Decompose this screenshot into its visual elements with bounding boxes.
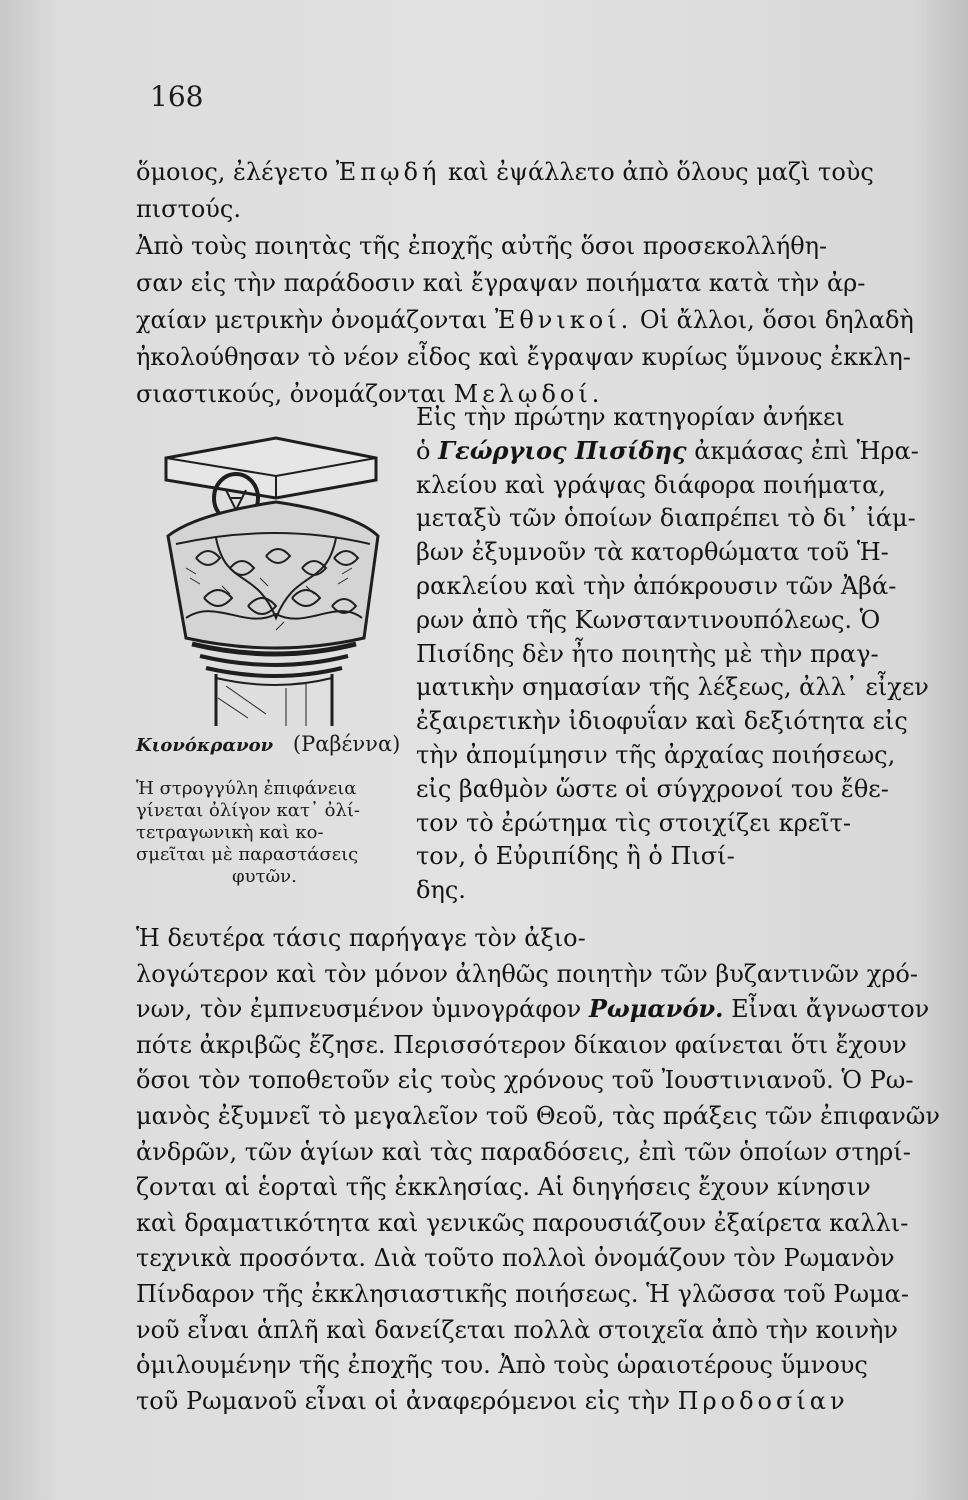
column-capital-illustration	[156, 418, 386, 726]
text-run: Γεώργιος Πισίδης	[438, 435, 687, 465]
text-run: καὶ δραματικότητα καὶ γενικῶς παρουσιάζουν ἐξαίρετα καλλι-	[136, 1208, 909, 1237]
text-line	[136, 234, 827, 258]
text-run: ὅσοι τὸν τοποθετοῦν εἰς τοὺς χρόνους τοῦ Ἰουστινιανοῦ. Ὁ Ρω-	[136, 1066, 914, 1095]
text-run: κλείου καὶ γράψας διάφορα ποιήματα,	[416, 470, 886, 499]
text-run: ἀκμάσας ἐπὶ Ἡρα-	[686, 436, 919, 465]
text-line	[136, 1208, 909, 1237]
text-line	[416, 774, 889, 803]
text-run: Ρωμανόν.	[588, 994, 724, 1024]
text-run: ματικὴν σημασίαν τῆς λέξεως, ἀλλ᾽ εἶχεν	[416, 673, 929, 702]
caption-title: Κιονόκρανον	[136, 735, 274, 756]
text-run: Πισίδης δὲν ἦτο ποιητὴς μὲ τὴν πραγ-	[416, 639, 879, 668]
text-run: σαν εἰς τὴν παράδοσιν καὶ ἔγραψαν ποιήματα κατὰ τὴν ἀρ-	[136, 269, 866, 297]
text-line	[136, 345, 911, 369]
text-line	[136, 1030, 907, 1059]
text-run: ρων ἀπὸ τῆς Κωνσταντινουπόλεως. Ὁ	[416, 605, 881, 634]
text-line	[136, 1137, 911, 1166]
caption-line: τετραγωνικὴ καὶ κο-	[136, 822, 324, 843]
text-run: χαίαν μετρικὴν ὀνομάζονται	[136, 306, 495, 334]
text-run: νων, τὸν ἐμπνευσμένον ὑμνογράφον	[136, 995, 589, 1024]
text-line	[416, 876, 466, 905]
text-run: ἐξαιρετικὴν ἰδιοφυΐαν καὶ δεξιότητα εἰς	[416, 707, 908, 736]
text-run: δης.	[416, 876, 466, 905]
text-run: ὁ	[416, 436, 439, 465]
text-line	[136, 271, 865, 295]
text-run: βων ἐξυμνοῦν τὰ κατορθώματα τοῦ Ἡ-	[416, 538, 889, 567]
text-line	[136, 1244, 895, 1273]
text-run: Μελῳδοί.	[453, 380, 604, 408]
text-line	[416, 405, 845, 429]
text-line	[416, 435, 919, 465]
text-run: τὴν ἀπομίμησιν τῆς ἀρχαίας ποιήσεως,	[416, 741, 896, 769]
text-line	[136, 1315, 899, 1344]
caption-line: σμεῖται μὲ παραστάσεις	[136, 844, 359, 865]
text-line	[136, 1173, 871, 1202]
text-run: ὅμοιος, ἐλέγετο	[136, 158, 336, 186]
text-line	[416, 639, 879, 668]
text-run: λογώτερον καὶ τὸν μόνον ἀληθῶς ποιητὴν τῶν βυζαντινῶν χρό-	[136, 959, 918, 988]
text-line	[416, 574, 896, 598]
text-line	[136, 160, 874, 184]
text-line	[136, 994, 930, 1024]
text-run: πιστούς.	[136, 195, 241, 223]
text-line	[416, 743, 895, 767]
text-run: Ἐθνικοί.	[494, 306, 633, 334]
caption-line: φυτῶν.	[232, 866, 297, 887]
text-line	[416, 605, 881, 634]
text-line	[416, 808, 851, 837]
text-run: Ἐπῳδή	[335, 158, 441, 186]
text-run: Ἀπὸ τοὺς ποιητὰς τῆς ἐποχῆς αὐτῆς ὅσοι προσεκολλήθη-	[136, 232, 828, 260]
text-line	[136, 197, 241, 221]
text-run: Εἰς τὴν πρώτην κατηγορίαν ἀνήκει	[416, 403, 845, 431]
text-run: τεχνικὰ προσόντα. Διὰ τοῦτο πολλοὶ ὀνομάζουν τὸν Ρωμανὸν	[136, 1244, 895, 1273]
text-run: σιαστικούς, ὀνομάζονται	[136, 380, 454, 408]
text-line	[416, 707, 908, 736]
text-line	[416, 842, 735, 871]
text-run: νοῦ εἶναι ἁπλῆ καὶ δανείζεται πολλὰ στοιχεῖα ἀπὸ τὴν κοινὴν	[136, 1315, 899, 1344]
caption-place: (Ραβέννα)	[292, 732, 401, 756]
text-run: τον, ὁ Εὐριπίδης ἢ ὁ Πισί-	[416, 842, 735, 871]
text-line	[136, 959, 918, 988]
text-run: Εἶναι ἄγνωστον	[723, 995, 930, 1024]
text-run: ρακλείου καὶ τὴν ἀπόκρουσιν τῶν Ἀβά-	[416, 572, 897, 600]
text-run: πότε ἀκριβῶς ἔζησε. Περισσότερον δίκαιον φαίνεται ὅτι ἔχουν	[136, 1030, 907, 1059]
text-line	[416, 673, 929, 702]
page-number: 168	[150, 80, 204, 113]
text-run: Ἡ δευτέρα τάσις παρήγαγε τὸν ἀξιο-	[136, 924, 586, 952]
text-line	[136, 1104, 940, 1128]
text-line	[136, 1282, 909, 1306]
text-run: τοῦ Ρωμανοῦ εἶναι οἱ ἀναφερόμενοι εἰς τὴν	[136, 1386, 678, 1415]
text-run: εἰς βαθμὸν ὥστε οἱ σύγχρονοί του ἔθε-	[416, 774, 889, 803]
text-run: τον τὸ ἐρώτημα τὶς στοιχίζει κρεῖτ-	[416, 808, 851, 837]
caption-line: Ἡ στρογγύλη ἐπιφάνεια	[136, 778, 357, 799]
text-line	[136, 308, 914, 332]
text-line	[416, 470, 886, 499]
text-run: Πίνδαρον τῆς ἐκκλησιαστικῆς ποιήσεως. Ἡ γλῶσσα τοῦ Ρωμα-	[136, 1280, 909, 1308]
text-run: ὁμιλουμένην τῆς ἐποχῆς του. Ἀπὸ τοὺς ὡραιοτέρους ὕμνους	[136, 1351, 868, 1380]
text-line	[136, 926, 586, 950]
text-line	[416, 504, 916, 533]
text-run: Προδοσίαν	[677, 1386, 849, 1415]
text-run: ζονται αἱ ἑορταὶ τῆς ἐκκλησίας. Αἱ διηγήσεις ἔχουν κίνησιν	[136, 1173, 871, 1202]
text-line	[416, 538, 889, 567]
caption-line: γίνεται ὀλίγον κατ᾽ ὀλί-	[136, 800, 361, 821]
text-run: ἀνδρῶν, τῶν ἁγίων καὶ τὰς παραδόσεις, ἐπὶ τῶν ὁποίων στηρί-	[136, 1137, 911, 1166]
text-line	[136, 1351, 868, 1380]
text-run: καὶ ἐψάλλετο ἀπὸ ὅλους μαζὶ τοὺς	[440, 158, 874, 186]
text-line	[136, 1386, 849, 1415]
text-run: μεταξὺ τῶν ὁποίων διαπρέπει τὸ δι᾽ ἰάμ-	[416, 504, 916, 533]
text-line	[136, 1066, 914, 1095]
text-run: Οἱ ἄλλοι, ὅσοι δηλαδὴ	[632, 306, 914, 334]
text-run: μανὸς ἐξυμνεῖ τὸ μεγαλεῖον τοῦ Θεοῦ, τὰς πράξεις τῶν ἐπιφανῶν	[136, 1102, 940, 1130]
text-run: ἠκολούθησαν τὸ νέον εἶδος καὶ ἔγραψαν κυρίως ὕμνους ἐκκλη-	[136, 343, 911, 371]
